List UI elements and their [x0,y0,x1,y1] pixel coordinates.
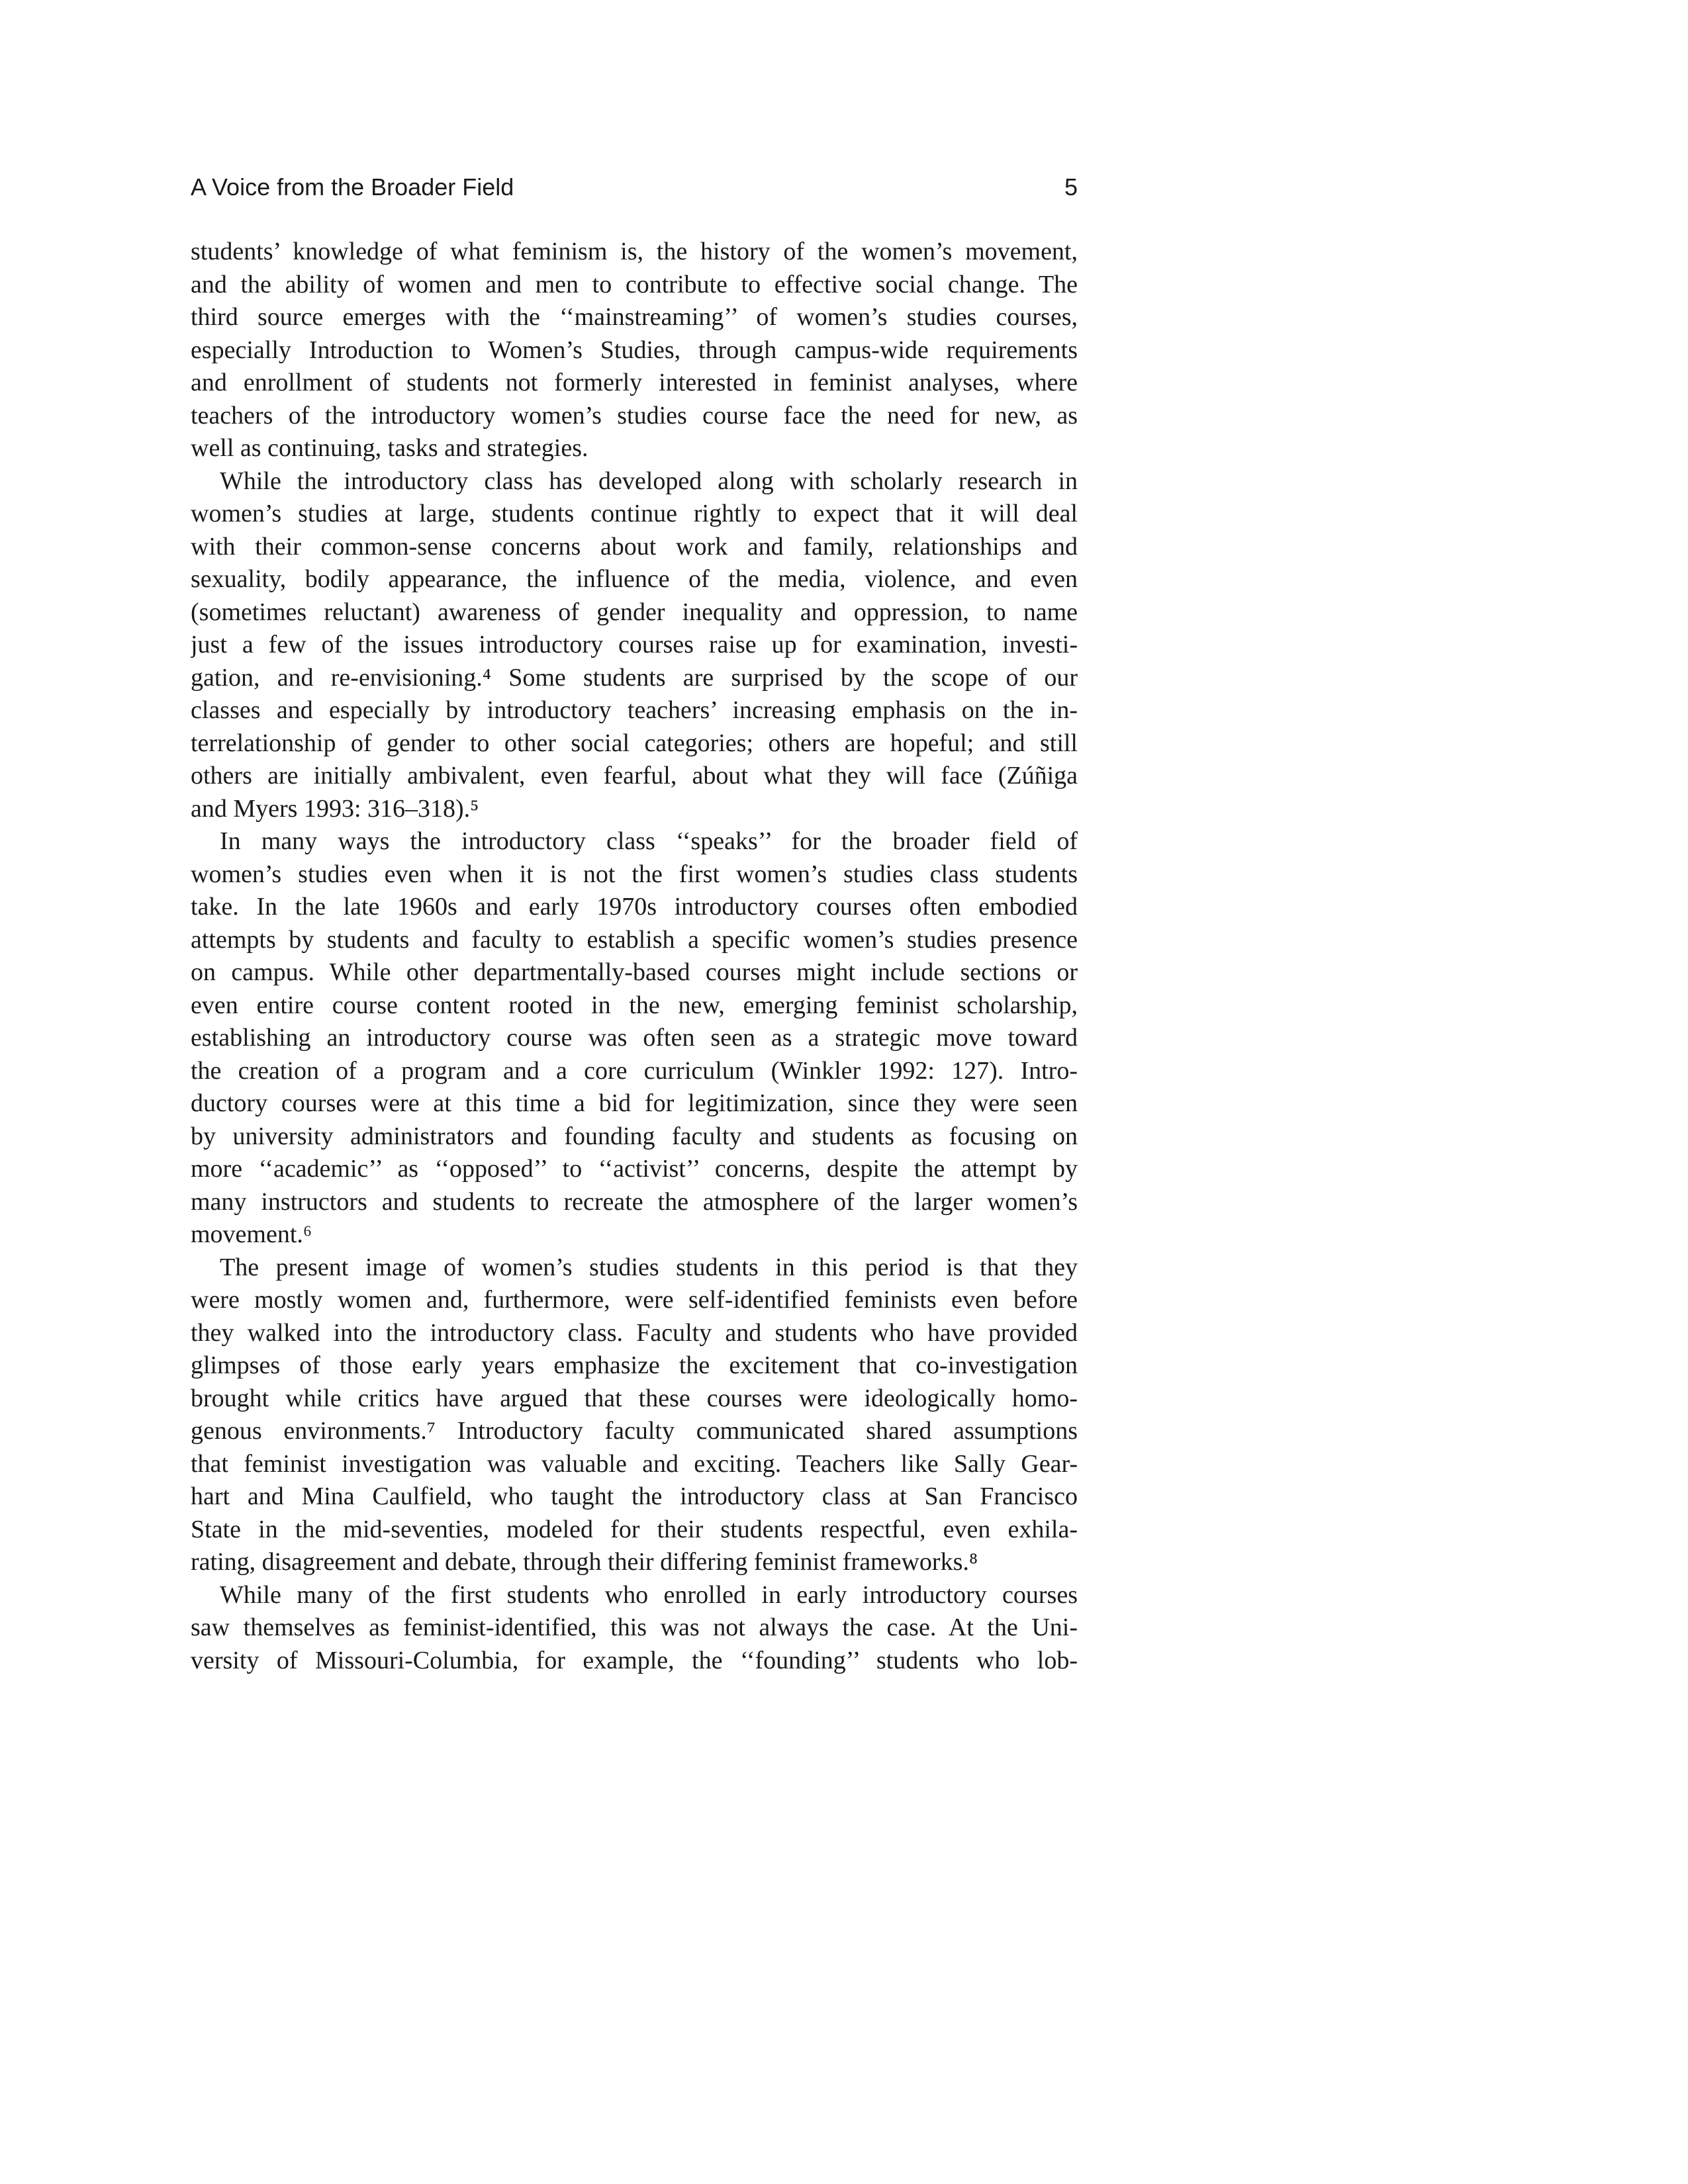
text-line: they walked into the introductory class. Faculty and students who have provided [191,1318,1078,1347]
text-line: students’ knowledge of what feminism is, the history of the women’s movement, [191,238,1078,265]
text-line: The present image of women’s studies students in this period is that they [220,1253,1078,1281]
text-line: with their common-sense concerns about work and family, relationships and [191,532,1078,561]
text-line: take. In the late 1960s and early 1970s introductory courses often embodied [191,893,1078,921]
text-line: many instructors and students to recreate the atmosphere of the larger women’s [191,1187,1078,1216]
text-line: establishing an introductory course was often seen as a strategic move toward [191,1024,1078,1052]
paragraph-5 [191,1579,1078,1678]
text-line: glimpses of those early years emphasize the excitement that co-investigation [191,1351,1078,1379]
text-line: sexuality, bodily appearance, the influence of the media, violence, and even [191,565,1078,593]
body-text [191,236,1078,1677]
text-line: especially Introduction to Women’s Studies, through campus-wide requirements [191,336,1078,364]
paragraph-3 [191,825,1078,1251]
text-line: rating, disagreement and debate, through their differing feminist frameworks.⁸ [191,1548,978,1576]
text-line: While the introductory class has developed along with scholarly research in [220,467,1078,495]
text-line: women’s studies at large, students continue rightly to expect that it will deal [191,500,1078,527]
text-line: third source emerges with the ‘‘mainstreaming’’ of women’s studies courses, [191,303,1078,331]
text-line: brought while critics have argued that these courses were ideologically homo- [191,1384,1078,1412]
text-line: on campus. While other departmentally-based courses might include sections or [191,958,1078,986]
text-line: genous environments.⁷ Introductory faculty communicated shared assumptions [191,1417,1078,1445]
text-line: women’s studies even when it is not the first women’s studies class students [191,860,1078,888]
running-head [191,171,1078,204]
text-line: In many ways the introductory class ‘‘speaks’’ for the broader field of [220,827,1078,855]
text-line: by university administrators and founding faculty and students as focusing on [191,1122,1078,1150]
text-line: and enrollment of students not formerly interested in feminist analyses, where [191,369,1078,396]
text-line: classes and especially by introductory teachers’ increasing emphasis on the in- [191,696,1078,724]
text-line: more ‘‘academic’’ as ‘‘opposed’’ to ‘‘activist’’ concerns, despite the attempt by [191,1155,1078,1183]
text-line: versity of Missouri-Columbia, for example, the ‘‘founding’’ students who lob- [191,1646,1078,1674]
paragraph-1 [191,236,1078,465]
text-line: (sometimes reluctant) awareness of gender inequality and oppression, to name [191,598,1078,626]
page-number: 5 [1064,173,1078,201]
text-line: were mostly women and, furthermore, were self-identified feminists even before [191,1286,1078,1314]
paragraph-4 [191,1251,1078,1579]
text-line: the creation of a program and a core curriculum (Winkler 1992: 127). Intro- [191,1056,1078,1085]
text-line: saw themselves as feminist-identified, this was not always the case. At the Uni- [191,1614,1078,1641]
text-line: teachers of the introductory women’s studies course face the need for new, as [191,401,1078,430]
text-line: movement.⁶ [191,1220,312,1248]
text-line: others are initially ambivalent, even fearful, about what they will face (Zúñiga [191,762,1078,790]
text-line: and Myers 1993: 316–318).⁵ [191,794,479,823]
text-line: ductory courses were at this time a bid for legitimization, since they were seen [191,1089,1078,1117]
text-line: just a few of the issues introductory courses raise up for examination, investi- [191,631,1078,659]
text-line: gation, and re-envisioning.⁴ Some students are surprised by the scope of our [191,663,1078,692]
text-line: State in the mid-seventies, modeled for their students respectful, even exhila- [191,1515,1078,1543]
text-line: terrelationship of gender to other social categories; others are hopeful; and still [191,729,1078,757]
paragraph-2 [191,465,1078,826]
text-line: well as continuing, tasks and strategies. [191,434,588,462]
text-line: even entire course content rooted in the new, emerging feminist scholarship, [191,991,1078,1019]
running-title: A Voice from the Broader Field [191,173,514,201]
text-line: and the ability of women and men to contribute to effective social change. The [191,270,1078,298]
text-line: that feminist investigation was valuable and exciting. Teachers like Sally Gear- [191,1449,1078,1478]
text-line: While many of the first students who enrolled in early introductory courses [220,1580,1078,1609]
text-line: hart and Mina Caulfield, who taught the introductory class at San Francisco [191,1482,1078,1510]
text-line: attempts by students and faculty to establish a specific women’s studies presence [191,925,1078,954]
